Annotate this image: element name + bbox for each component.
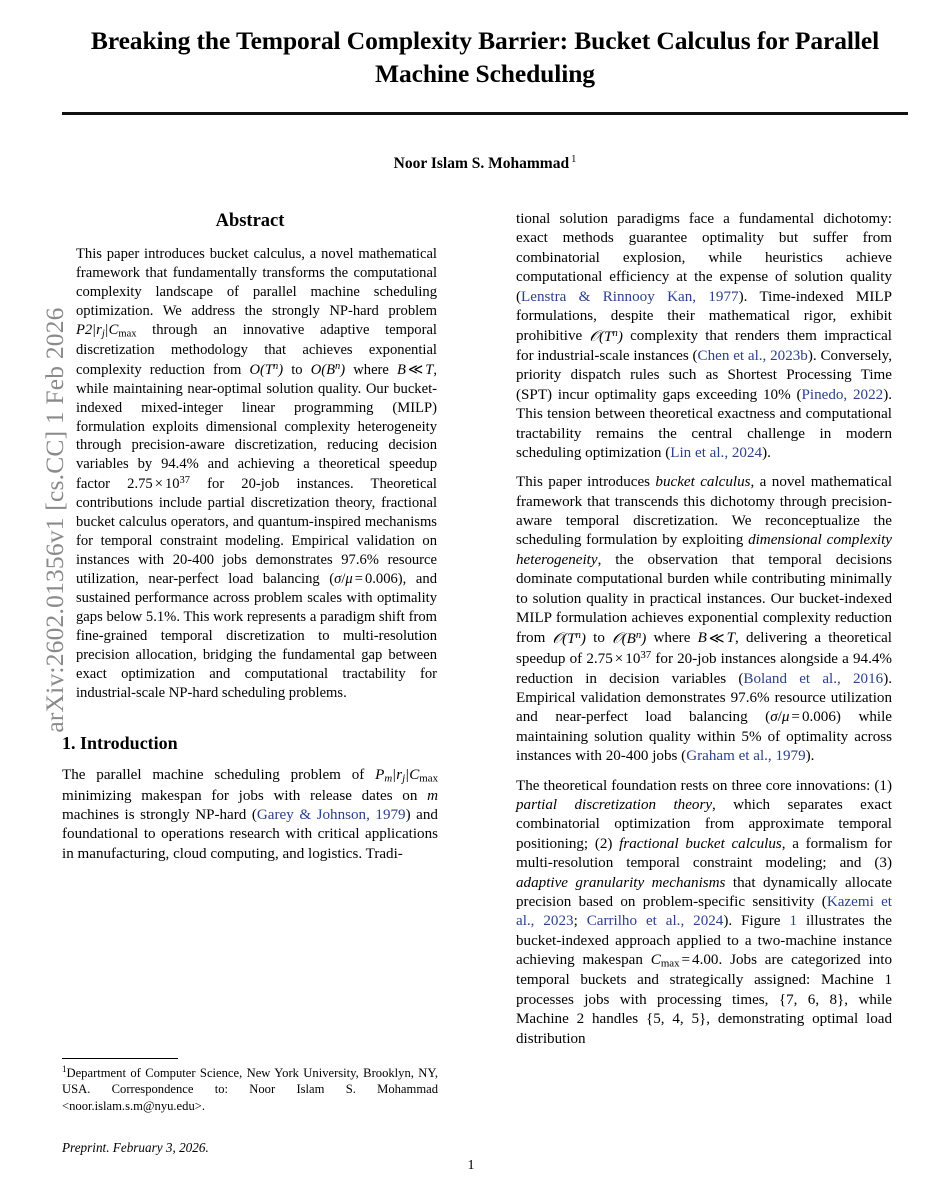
rp3-semi: ; [573,913,587,930]
rp2-mid3: to [585,630,613,647]
right-column [516,210,892,1059]
math-o-t-n: $O(T^n)$ [249,360,284,378]
abstract-seg-6: where [345,361,398,378]
math-cal-o-t-n-2: $𝒪(T^n)$ [552,628,586,647]
rp1-mid2: complexity that renders them impractical for industrial-scale instances ( [516,328,892,364]
rp1-mid4: ). This tension between theoretical exactness and computational tractability remains the central challenge in modern scheduling optimization ( [516,386,892,461]
math-sigma-mu: (σ/μ = 0.006) [329,571,403,588]
section-heading-introduction: 1. Introduction [62,733,178,754]
rp1-mid3: ). Conversely, priority dispatch rules such as Shortest Processing Time (SPT) incur optimality gaps exceeding 10% ( [516,347,892,403]
math-cmax-value: $C_{max} = 4.00$ [650,952,719,970]
rp2-mid6: for 20-job instances alongside a 94.4% reduction in decision variables ( [516,651,892,687]
emph-fractional-bucket-calculus: fractional bucket calculus [619,835,782,852]
rp3-tail: , demonstrating optimal load distribution [516,1011,893,1047]
footnote-marker: 1 [62,1064,67,1074]
math-speedup-factor-2: $2.75 \times 10^{37}$ [586,649,652,668]
rp2-tail: ). [805,748,815,765]
footnote-divider [62,1058,178,1059]
math-b-ll-t-2: B ≪ T [697,630,736,647]
abstract-body [62,245,438,703]
math-m-machines: m [427,787,438,804]
math-b-ll-t: B ≪ T [397,361,434,378]
rp2-mid2: , the observation that temporal decisions dominate computational burden while contributing minimally to solution quality in practical instances. Our bucket-indexed MILP formulation achieves exponential complexity reduction from [516,551,892,647]
rp3-mid4: ). Figure [723,913,790,930]
math-machine2-times: {5, 4, 5} [645,1011,707,1028]
math-o-b-n: $O(B^n)$ [310,360,346,378]
rp2-mid8: while maintaining solution quality within 5% of optimality across instances with 20-400 jobs ( [516,709,892,765]
math-cal-o-b-n: $𝒪(B^n)$ [612,628,647,647]
rp3-lead: The theoretical foundation rests on three core innovations: (1) [516,777,892,794]
rp2-mid4: where [646,630,698,647]
math-machine1-times: {7, 6, 8} [778,991,845,1008]
rp3-mid2: , a formalism for multi-resolution temporal constraint modeling; and (3) [516,835,892,872]
emph-adaptive-granularity-mechanisms: adaptive granularity mechanisms [516,874,726,891]
math-cal-o-t-n-1: $𝒪(T^n)$ [589,326,623,345]
citation-carrilho-2024[interactable]: Carrilho et al., 2024 [586,913,724,930]
rp3-mid5: illustrates the bucket-indexed approach applied to a two-machine instance achieving makespan [516,913,893,969]
author-block [62,154,908,173]
citation-chen-2023b[interactable]: Chen et al., 2023b [697,347,808,364]
abstract-seg-10: for 20-job instances. Theoretical contributions include partial discretization theory, fractional bucket calculus operators, and quantum-inspired mechanisms for temporal constraint modeling. Empirical validation on instances with 20-400 jobs demonstrates 97.6% resource utilization, near-perfect load balancing [76,476,437,588]
citation-lin-2024[interactable]: Lin et al., 2024 [670,444,763,461]
intro-p1-lead: The parallel machine scheduling problem of [62,767,376,784]
abstract-heading: Abstract [215,211,285,231]
abstract-seg-0: This paper introduces bucket calculus, a novel mathematical framework that fundamentally transforms the computational complexity landscape of parallel machine scheduling optimization. We address the strongly NP-hard problem [76,245,437,319]
rp1-mid1: ). Time-indexed MILP formulations, despite their mathematical rigor, exhibit prohibitive [516,288,892,345]
title-block [62,24,908,90]
math-sigma-mu-2: (σ/μ = 0.006) [765,709,841,726]
figure-reference-1[interactable]: 1 [789,913,797,930]
right-paragraph-2 [516,473,892,766]
math-pm-rj-cmax: $P_m|r_j|C_{max}$ [375,767,438,785]
rp2-mid5: , delivering a theoretical speedup of [516,630,892,668]
abstract-seg-12: , and sustained performance across problem scales with optimality gaps below 5.1%. This work represents a paradigm shift from fine-grained temporal discretization to multi-resolution precision allocation, bridging the fundamental gap between exact optimization and computational tractability for industrial-scale NP-hard scheduling problems. [76,571,437,702]
footnote-text: Department of Computer Science, New York University, Brooklyn, NY, USA. Correspondence to: Noor Islam S. Mohammad <noor.islam.s.m@nyu.edu>. [62,1066,438,1113]
rp3-mid7: , while Machine 2 handles [516,991,892,1028]
emph-bucket-calculus: bucket calculus [655,474,751,491]
abstract-seg-2: through an innovative adaptive temporal discretization methodology that achieves exponential complexity reduction from [76,321,437,378]
citation-lenstra-rinnooy-kan-1977[interactable]: Lenstra & Rinnooy Kan, 1977 [521,288,739,305]
right-paragraph-1 [516,210,892,463]
citation-pinedo-2022[interactable]: Pinedo, 2022 [801,386,884,403]
math-p2-rj-cmax: $P2|r_j|C_{max}$ [76,321,137,339]
page-number: 1 [467,1158,475,1173]
citation-garey-johnson-1979[interactable]: Garey & Johnson, 1979 [256,806,406,823]
intro-p1-rest: ) and foundational to operations research with critical applications in manufacturing, cloud computing, and logistics. Tradi- [62,806,438,862]
arxiv-stamp: arXiv:2602.01356v1 [cs.CC] 1 Feb 2026 [40,307,69,733]
page-title: Breaking the Temporal Complexity Barrier: Bucket Calculus for Parallel Machine Scheduling [90,26,880,89]
footnote-affiliation [62,1064,438,1114]
intro-paragraph-1 [62,766,438,864]
rp1-tail: ). [762,444,771,461]
intro-p1-tail2: machines is strongly NP-hard ( [62,806,257,823]
rp2-mid1: , a novel mathematical framework that transcends this dichotomy through precision-aware temporal discretization. We reconceptualize the scheduling formulation by exploiting [516,474,893,549]
emph-dimensional-complexity-heterogeneity: dimensional complexity heterogeneity [516,532,892,568]
citation-boland-2016[interactable]: Boland et al., 2016 [743,670,884,687]
rp2-lead: This paper introduces [516,474,656,491]
abstract-seg-4: to [283,361,311,378]
author-name-text: Noor Islam S. Mohammad [393,155,570,173]
citation-kazemi-2023[interactable]: Kazemi et al., 2023 [516,893,892,930]
author-name [394,155,577,172]
rp3-mid1: , which separates exact combinatorial optimization from approximate temporal positioning; (2) [516,796,892,852]
citation-graham-1979[interactable]: Graham et al., 1979 [686,748,806,765]
intro-p1-tail: minimizing makespan for jobs with release dates on [62,787,428,804]
rp3-mid6: . Jobs are categorized into temporal buckets and strategically assigned: Machine 1 processes jobs with processing times, [516,952,892,1008]
title-rule-divider [62,112,908,115]
rp2-mid7: ). Empirical validation demonstrates 97.6% resource utilization and near-perfect load balancing [516,670,893,726]
right-paragraph-3 [516,777,892,1049]
math-speedup-factor: $2.75 \times 10^{37}$ [127,475,191,493]
abstract-seg-8: , while maintaining near-optimal solution quality. Our bucket-indexed mixed-integer linear programming (MILP) formulation exploits dimensional complexity heterogeneity through precision-aware discretization, reducing decision variables by 94.4% and achieving a theoretical speedup factor [76,361,437,493]
rp1-lead: tional solution paradigms face a fundamental dichotomy: exact methods guarantee optimality but suffer from combinatorial explosion, while heuristics achieve computational efficiency at the expense of solution quality ( [516,211,892,305]
rp3-mid3: that dynamically allocate precision based on problem-specific sensitivity ( [516,874,892,910]
author-affiliation-marker: 1 [571,154,577,165]
emph-partial-discretization-theory: partial discretization theory [516,796,713,813]
left-column [62,210,438,874]
preprint-notice: Preprint. February 3, 2026. [62,1140,209,1155]
